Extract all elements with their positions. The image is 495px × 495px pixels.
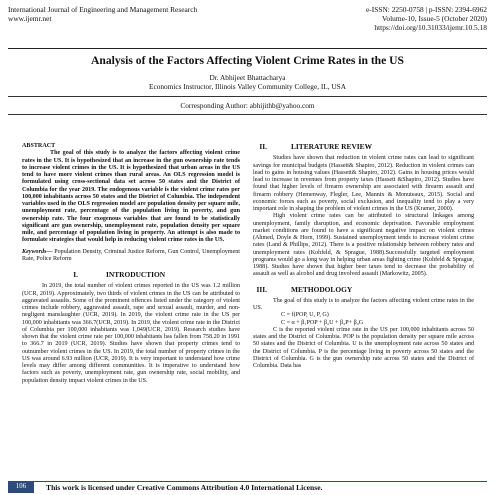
journal-header-right [366, 5, 487, 32]
section-number: I. [73, 270, 78, 279]
keywords-text: Population Density, Criminal Justice Reform, Gun Control, Unemployment Rate, Police Reform [22, 248, 240, 262]
volume-issue: Volume-10, Issue-5 (October 2020) [382, 14, 487, 23]
corresponding-author[interactable]: Corresponding Author: abhijithb@yahoo.com [180, 101, 315, 110]
issn: e-ISSN: 2250-0758 | p-ISSN: 2394-6962 [366, 5, 487, 14]
equation-1: C = f(POP, U, P, G) [281, 312, 329, 319]
license-notice: This work is licensed under Creative Commons Attribution 4.0 International License. [46, 483, 323, 492]
abstract-text: The goal of this study is to analyze the factors affecting violent crime rates in the US. It is hypothesized that an increase in the gun ownership rate tends to increase violent crimes in the US. It is hypothesized that urban areas in the US tend to have more violent crimes than rural areas. An OLS regression model is formulated using cross-sectional data set across 50 states and the District of Columbia for the year 2019. The endogenous variable is the violent crime rates per 100,000 inhabitants across 50 states and the District of Columbia. The independent variables used in the OLS regression model are population density per square mile, unemployment rate, percentage of the population living in poverty, and gun ownership rate. The four exogenous variables that are found to be statistically significant are gun ownership, unemployment rate, population density per square mile, and percentage of population living in property. An attempt is also made to formulate strategies that would help in reducing violent crime rates in the US. [22, 150, 240, 244]
journal-website[interactable]: www.ijemr.net [8, 14, 52, 23]
journal-name: International Journal of Engineering and Management Research [8, 5, 198, 14]
section-heading-methodology [253, 286, 474, 293]
section-number: III. [256, 284, 267, 294]
header-divider [8, 48, 487, 49]
abstract [22, 143, 240, 245]
section-title: INTRODUCTION [106, 270, 166, 279]
keywords [22, 249, 240, 264]
author-divider-bottom [8, 114, 487, 115]
section-number: II. [259, 142, 267, 151]
author-divider-top [8, 96, 487, 97]
abstract-label: ABSTRACT [22, 143, 56, 149]
section-title: METHODOLOGY [291, 284, 353, 294]
section-heading-introduction [22, 271, 240, 278]
left-column [22, 143, 240, 385]
introduction-paragraph: In 2019, the total number of violent crimes reported in the US was 1.2 million (UCR, 2019). Approximately, two thirds of violent crimes in the US can be attributed to aggravated assaults. Some of the prominent offences listed under the category of violent crimes include robbery, aggravated assault, rape and sexual assault, murder, and non-negligent manslaughter (UCR, 2019). In 2019, the violent crime rate in the US per 100,000 inhabitants was 366.7(UCR, 2019). In 2019, the violent crime rate in the District of Columbia per 100,000 inhabitants was 1,049(UCR, 2019). Research studies have shown that the violent crime rate per 100,000 inhabitants has fallen from 758.20 in 1991 to 366.7 in 2019 (UCR, 2019). Studies have shown that property crimes tend to outnumber violent crimes in the US. In 2019, the total number of property crimes in the US was around 6.93 million (UCR, 2019). It is very important to understand how crime levels may differ among different communities. It is imperative to understand how factors such as poverty, unemployment rate, gun ownership rate, social mobility, and population density impact violent crimes in the US. [22, 283, 240, 384]
literature-paragraph-2: High violent crime rates can be attributed to structural linkages among unemployment, family disruption, and economic deprivation. Favorable employment market conditions are found to have a significant negative impact on violent crimes (Ahmed, Doyle & Horn, 1999). Sustained unemployment tends to increase violent crime rates (Land & Phillips, 2012). There is a positive relationship between robbery rates and unemployment rates (Kohfeld, & Sprague, 1988).Successfully targeted employment programs would go a long way in helping urban areas fighting crime (Kohfeld & Sprague, 1988). Studies have shown that higher beer taxes tend to decrease the probability of assault as well as alcohol and drug involved assault (Markowitz, 2005). [253, 213, 474, 278]
methodology-paragraph-1: The goal of this study is to analyze the factors affecting violent crime rates in the US. [253, 297, 474, 311]
literature-paragraph-1: Studies have shown that reduction in violent crime rates can lead to significant savings for municipal budgets (Hassett& Shapiro, 2012). Reduction in violent crimes can lead to gains in housing values (Hassett& Shapiro, 2012). Gains in housing prices would lead to increase in revenues from property taxes (Hassett &Shapiro, 2012). Studies have found that higher levels of firearm ownership are associated with firearm assault and firearm robbery (Hemenway, Flegler, Lee, Mannix & Monuteaux, 2015). Social and economic forces such as poverty, social exclusion, and inequality tend to play a very important role in shaping the problem of violent crimes in the US (Kramer, 2000). [253, 155, 474, 212]
section-title: LITERATURE REVIEW [291, 142, 372, 151]
footer-divider [34, 481, 487, 482]
journal-header-left [8, 5, 197, 23]
keywords-label: Keywords— [22, 248, 53, 255]
equation-2: C = α + β₁POP + β₂U + β₃P+ β₄G [281, 319, 364, 326]
author-block [0, 73, 495, 91]
paper-title: Analysis of the Factors Affecting Violent Crime Rates in the US [91, 54, 404, 67]
doi-link[interactable]: https://doi.org/10.31033/ijemr.10.5.18 [374, 23, 487, 32]
methodology-paragraph-2: C is the reported violent crime rate in the US per 100,000 inhabitants across 50 states and the District of Columbia. POP is the population density per square mile across 50 states and the District of Columbia. U is the unemployment rate across 50 states and the District of Columbia. P is the percentage living in poverty across 50 states and the District of Columbia. G is the gun ownership rate across 50 states and the District of Columbia. Data has [253, 326, 474, 369]
page-number: 106 [8, 481, 34, 493]
right-column [253, 143, 474, 370]
author-affiliation: Economics Instructor, Illinois Valley Community College, IL, USA [149, 82, 346, 91]
section-heading-literature [253, 143, 474, 150]
author-name: Dr. Abhijeet Bhattacharya [209, 73, 286, 82]
